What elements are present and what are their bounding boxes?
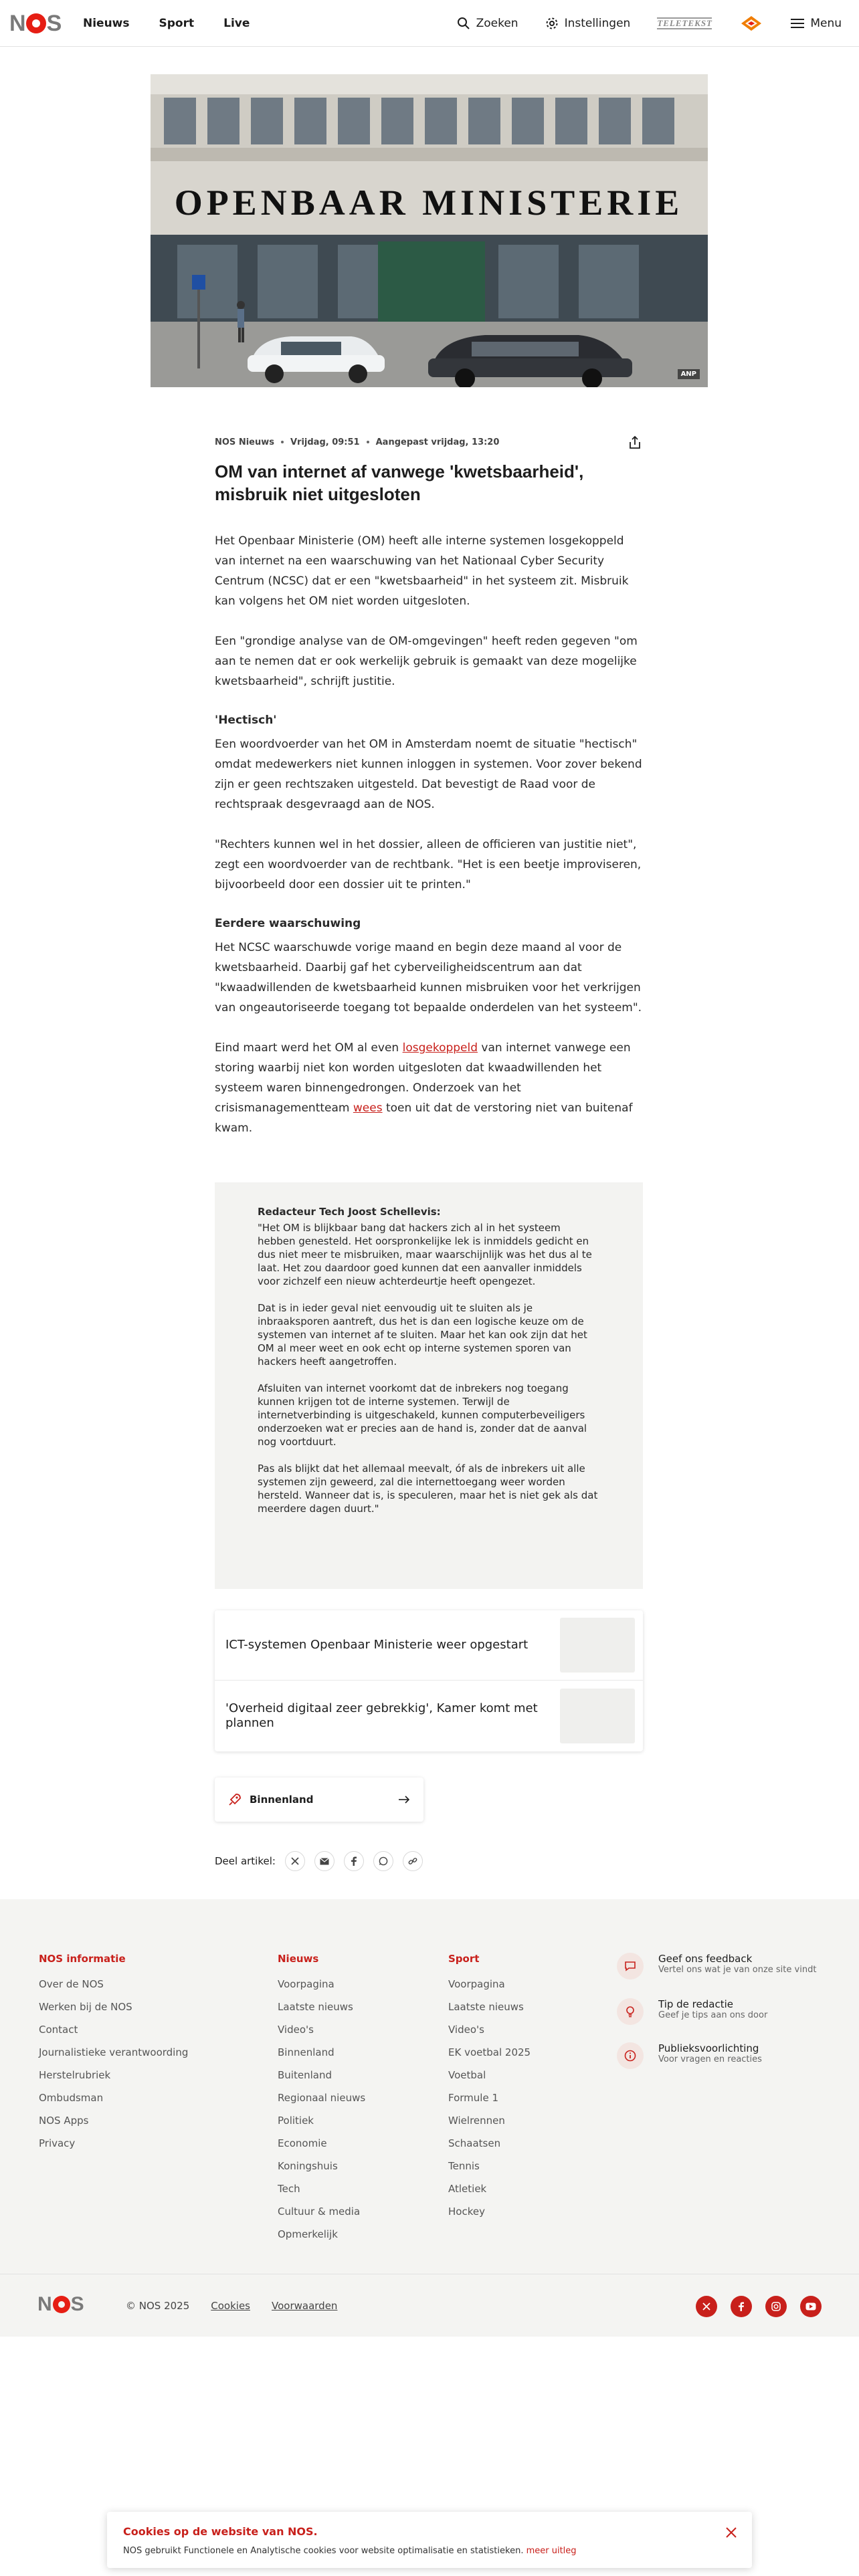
footer-link[interactable]: Wielrennen — [448, 2115, 505, 2127]
publieksvoorlichting-link[interactable] — [617, 2042, 818, 2069]
link-losgekoppeld[interactable]: losgekoppeld — [402, 1041, 478, 1055]
paragraph: Het NCSC waarschuwde vorige maand en begin deze maand al voor de kwetsbaarheid. Daarbij gaf het cyberveiligheidscentrum aan dat "kwaadwillenden de kwetsbaarheid kunnen misbruiken voor het verkrijgen van ongeautoriseerde toegang tot bepaalde onderdelen van het systeem". — [215, 941, 642, 1014]
cookie-title: Cookies op de website van NOS. — [123, 2525, 318, 2538]
x-icon — [702, 2302, 710, 2311]
footer-link[interactable]: Schaatsen — [448, 2137, 501, 2149]
footer-link[interactable]: Ombudsman — [39, 2092, 104, 2104]
arrow-right-icon — [398, 1795, 410, 1804]
info-title: Publieksvoorlichting — [658, 2042, 759, 2054]
related-articles — [215, 1610, 643, 1751]
footer-link[interactable]: Cultuur & media — [278, 2206, 361, 2218]
facebook-icon — [739, 2302, 744, 2311]
quote-paragraph: Afsluiten van internet voorkomt dat de inbrekers nog toegang kunnen krijgen tot de interne systemen. Terwijl de internetverbinding is uitgeschakeld, kunnen computerbeveiligers onderzoeken wat er precies aan de hand is, zonder dat de aanval nog voortduurt. — [258, 1382, 587, 1448]
quote-paragraph: Pas als blijkt dat het allemaal meevalt, óf als de inbrekers uit alle systemen zijn geweerd, zal die internettoegang weer worden hersteld. Wanneer dat is, is speculeren, maar het is niet gek als dat meerdere dagen duurt." — [258, 1463, 598, 1515]
related-item[interactable] — [215, 1681, 643, 1751]
mail-icon — [320, 1858, 329, 1865]
link-wees[interactable]: wees — [353, 1101, 383, 1115]
search-icon — [457, 17, 470, 30]
share-email-button[interactable] — [314, 1851, 335, 1871]
social-links — [696, 2296, 822, 2317]
tip-title: Tip de redactie — [658, 1998, 733, 2010]
footer-link[interactable]: NOS Apps — [39, 2115, 89, 2127]
paragraph: Een woordvoerder van het OM in Amsterdam noemt de situatie "hectisch" omdat medewerkers niet kunnen inloggen in systemen. Voor zover bekend zijn er geen rechtszaken uitgesteld. Dat bevestigt de Raad voor de rechtspraak desgevraagd aan de NOS. — [215, 738, 642, 811]
footer-link[interactable]: Privacy — [39, 2137, 76, 2149]
menu-label: Menu — [810, 17, 842, 30]
article-meta — [215, 435, 643, 449]
share-facebook-button[interactable] — [344, 1851, 364, 1871]
teletekst-link[interactable]: TELETEKST — [657, 18, 712, 28]
main-nav — [83, 0, 250, 47]
search-label: Zoeken — [476, 17, 518, 30]
footer-col-sport — [448, 1953, 531, 2223]
nos-logo[interactable]: N S — [9, 10, 62, 36]
instagram-icon — [771, 2302, 781, 2311]
youtube-icon — [805, 2302, 816, 2311]
sign-text: OPENBAAR MINISTERIE — [174, 183, 684, 223]
related-item[interactable] — [215, 1610, 643, 1681]
header-actions — [457, 0, 842, 47]
nav-live[interactable]: Live — [223, 17, 250, 30]
copyright: © NOS 2025 — [126, 2300, 190, 2312]
lightbulb-icon — [625, 2006, 636, 2018]
footer-col-title: Nieuws — [278, 1953, 319, 1965]
rocket-icon — [228, 1793, 242, 1806]
footer-link[interactable]: Contact — [39, 2024, 78, 2036]
footer-link[interactable]: Laatste nieuws — [448, 2001, 524, 2013]
footer-link[interactable]: Hockey — [448, 2206, 485, 2218]
tip-link[interactable] — [617, 1998, 818, 2025]
share-link-button[interactable] — [403, 1851, 423, 1871]
related-thumbnail — [560, 1689, 635, 1743]
share-label: Deel artikel: — [215, 1855, 276, 1867]
x-social-button[interactable] — [696, 2296, 717, 2317]
cookie-banner — [107, 2512, 752, 2568]
article-updated: Aangepast vrijdag, 13:20 — [375, 437, 500, 447]
tag-label: Binnenland — [250, 1794, 314, 1806]
cookies-link[interactable]: Cookies — [211, 2300, 250, 2312]
footer-link[interactable]: EK voetbal 2025 — [448, 2046, 531, 2058]
quote-paragraph: "Het OM is blijkbaar bang dat hackers zich al in het systeem hebben genesteld. Het oorspronkelijke lek is inmiddels gedicht en dus niet meer te misbruiken, maar waarschijnlijk was het dus al te laat. Het zou daardoor goed kunnen dat een aanvaller inmiddels voor zichzelf een nieuw achterdeurtje heeft opengezet. — [258, 1222, 592, 1287]
article-body — [215, 531, 643, 1138]
cookie-description: NOS gebruikt Functionele en Analytische cookies voor website optimalisatie en statistieken. meer uitleg — [123, 2546, 577, 2556]
footer-link[interactable]: Video's — [448, 2024, 484, 2036]
footer-col-title: NOS informatie — [39, 1953, 126, 1965]
youtube-social-button[interactable] — [800, 2296, 822, 2317]
footer-link[interactable]: Laatste nieuws — [278, 2001, 353, 2013]
footer-legal-links — [126, 2274, 337, 2337]
share-x-button[interactable] — [285, 1851, 305, 1871]
footer-link[interactable]: Koningshuis — [278, 2160, 338, 2172]
footer-col-title: Sport — [448, 1953, 480, 1965]
settings-label: Instellingen — [564, 17, 631, 30]
facebook-icon — [351, 1856, 357, 1866]
footer-link[interactable]: Regionaal nieuws — [278, 2092, 366, 2104]
footer-link[interactable]: Werken bij de NOS — [39, 2001, 132, 2013]
article-title: OM van internet af vanwege 'kwetsbaarheid', misbruik niet uitgesloten — [215, 461, 584, 504]
hero-image — [151, 74, 708, 387]
quote-paragraph: Dat is in ieder geval niet eenvoudig uit te sluiten als je inbraaksporen aantreft, dus het is dan een logische keuze om de systemen van internet af te sluiten. Maar het kan ook zijn dat het OM al meer weet en ook echt op interne systemen sporen van hackers heeft aangetroffen. — [258, 1302, 587, 1368]
nav-nieuws[interactable]: Nieuws — [83, 17, 130, 30]
subheading: 'Hectisch' — [215, 714, 277, 727]
footer-link[interactable]: Voorpagina — [278, 1978, 335, 1990]
footer-link[interactable]: Economie — [278, 2137, 327, 2149]
share-icon[interactable] — [627, 435, 643, 451]
paragraph: "Rechters kunnen wel in het dossier, alleen de officieren van justitie niet", zegt een woordvoerder van de rechtbank. "Het is een beetje improviseren, bijvoorbeeld door een dossier uit te printen." — [215, 838, 642, 891]
facebook-social-button[interactable] — [731, 2296, 752, 2317]
chat-icon — [624, 1961, 636, 1971]
whatsapp-icon — [379, 1856, 388, 1866]
footer-link[interactable]: Herstelrubriek — [39, 2069, 111, 2081]
footer-col-nos-informatie — [39, 1953, 188, 2155]
article — [215, 435, 643, 1158]
footer-link[interactable]: Binnenland — [278, 2046, 335, 2058]
footer-link[interactable]: Tennis — [448, 2160, 480, 2172]
footer-link[interactable]: Politiek — [278, 2115, 314, 2127]
terms-link[interactable]: Voorwaarden — [272, 2300, 338, 2312]
related-title: 'Overheid digitaal zeer gebrekkig', Kamer komt met plannen — [225, 1701, 538, 1730]
footer-link[interactable]: Journalistieke verantwoording — [39, 2046, 189, 2058]
paragraph: Het Openbaar Ministerie (OM) heeft alle interne systemen losgekoppeld van internet na een waarschuwing van het Nationaal Cyber Security Centrum (NCSC) dat er een "kwetsbaarheid" in het systeem zit. Misbruik kan volgens het OM niet worden uitgesloten. — [215, 534, 629, 608]
info-icon — [624, 2050, 636, 2062]
close-icon[interactable] — [723, 2524, 740, 2541]
related-title: ICT-systemen Openbaar Ministerie weer opgestart — [225, 1638, 529, 1652]
gear-icon — [545, 17, 559, 30]
footer-logo[interactable]: N S — [37, 2293, 84, 2315]
footer-col-nieuws — [278, 1953, 365, 2246]
footer-link[interactable]: Over de NOS — [39, 1978, 104, 1990]
footer-bottom — [0, 2274, 859, 2337]
x-icon — [291, 1857, 299, 1865]
subheading: Eerdere waarschuwing — [215, 917, 361, 930]
paragraph: Eind maart werd het OM al even losgekoppeld van internet vanwege een storing waarbij niet kon worden uitgesloten dat kwaadwillenden het systeem waren binnengedrongen. Onderzoek van het crisismanagementteam wees toen uit dat de verstoring niet van buitenaf kwam. — [215, 1041, 633, 1135]
article-source: NOS Nieuws — [215, 437, 274, 447]
feedback-link[interactable] — [617, 1953, 818, 1979]
instagram-social-button[interactable] — [765, 2296, 787, 2317]
category-tag[interactable] — [215, 1778, 423, 1822]
related-thumbnail — [560, 1618, 635, 1673]
article-published: Vrijdag, 09:51 — [290, 437, 360, 447]
footer-link[interactable]: Voetbal — [448, 2069, 486, 2081]
photo-credit: ANP — [678, 369, 700, 379]
settings-button[interactable] — [545, 17, 631, 30]
paragraph: Een "grondige analyse van de OM-omgevingen" heeft reden gegeven "om aan te nemen dat er ook werkelijk gebruik is gemaakt van deze mogelijke kwetsbaarheid", schrijft justitie. — [215, 635, 638, 688]
link-icon — [408, 1856, 417, 1866]
nav-sport[interactable]: Sport — [159, 17, 195, 30]
info-sub: Voor vragen en reacties — [658, 2054, 762, 2064]
footer-link[interactable]: Voorpagina — [448, 1978, 505, 1990]
share-bar — [215, 1851, 423, 1871]
footer-link[interactable]: Video's — [278, 2024, 314, 2036]
share-whatsapp-button[interactable] — [373, 1851, 393, 1871]
hamburger-icon — [791, 18, 804, 29]
site-footer — [0, 1899, 859, 2327]
feedback-title: Geef ons feedback — [658, 1953, 753, 1965]
quote-heading: Redacteur Tech Joost Schellevis: — [258, 1206, 441, 1218]
footer-link[interactable]: Opmerkelijk — [278, 2228, 338, 2240]
editor-quote-box — [215, 1182, 643, 1589]
footer-link[interactable]: Formule 1 — [448, 2092, 498, 2104]
footer-link[interactable]: Tech — [278, 2183, 300, 2195]
footer-link[interactable]: Buitenland — [278, 2069, 332, 2081]
feedback-sub: Vertel ons wat je van onze site vindt — [658, 1965, 817, 1975]
cookie-more-link[interactable]: meer uitleg — [526, 2546, 577, 2556]
npo-logo[interactable] — [739, 14, 764, 33]
menu-button[interactable] — [791, 17, 842, 30]
site-header — [0, 0, 859, 47]
search-button[interactable] — [457, 17, 518, 30]
footer-link[interactable]: Atletiek — [448, 2183, 487, 2195]
tip-sub: Geef je tips aan ons door — [658, 2010, 768, 2020]
